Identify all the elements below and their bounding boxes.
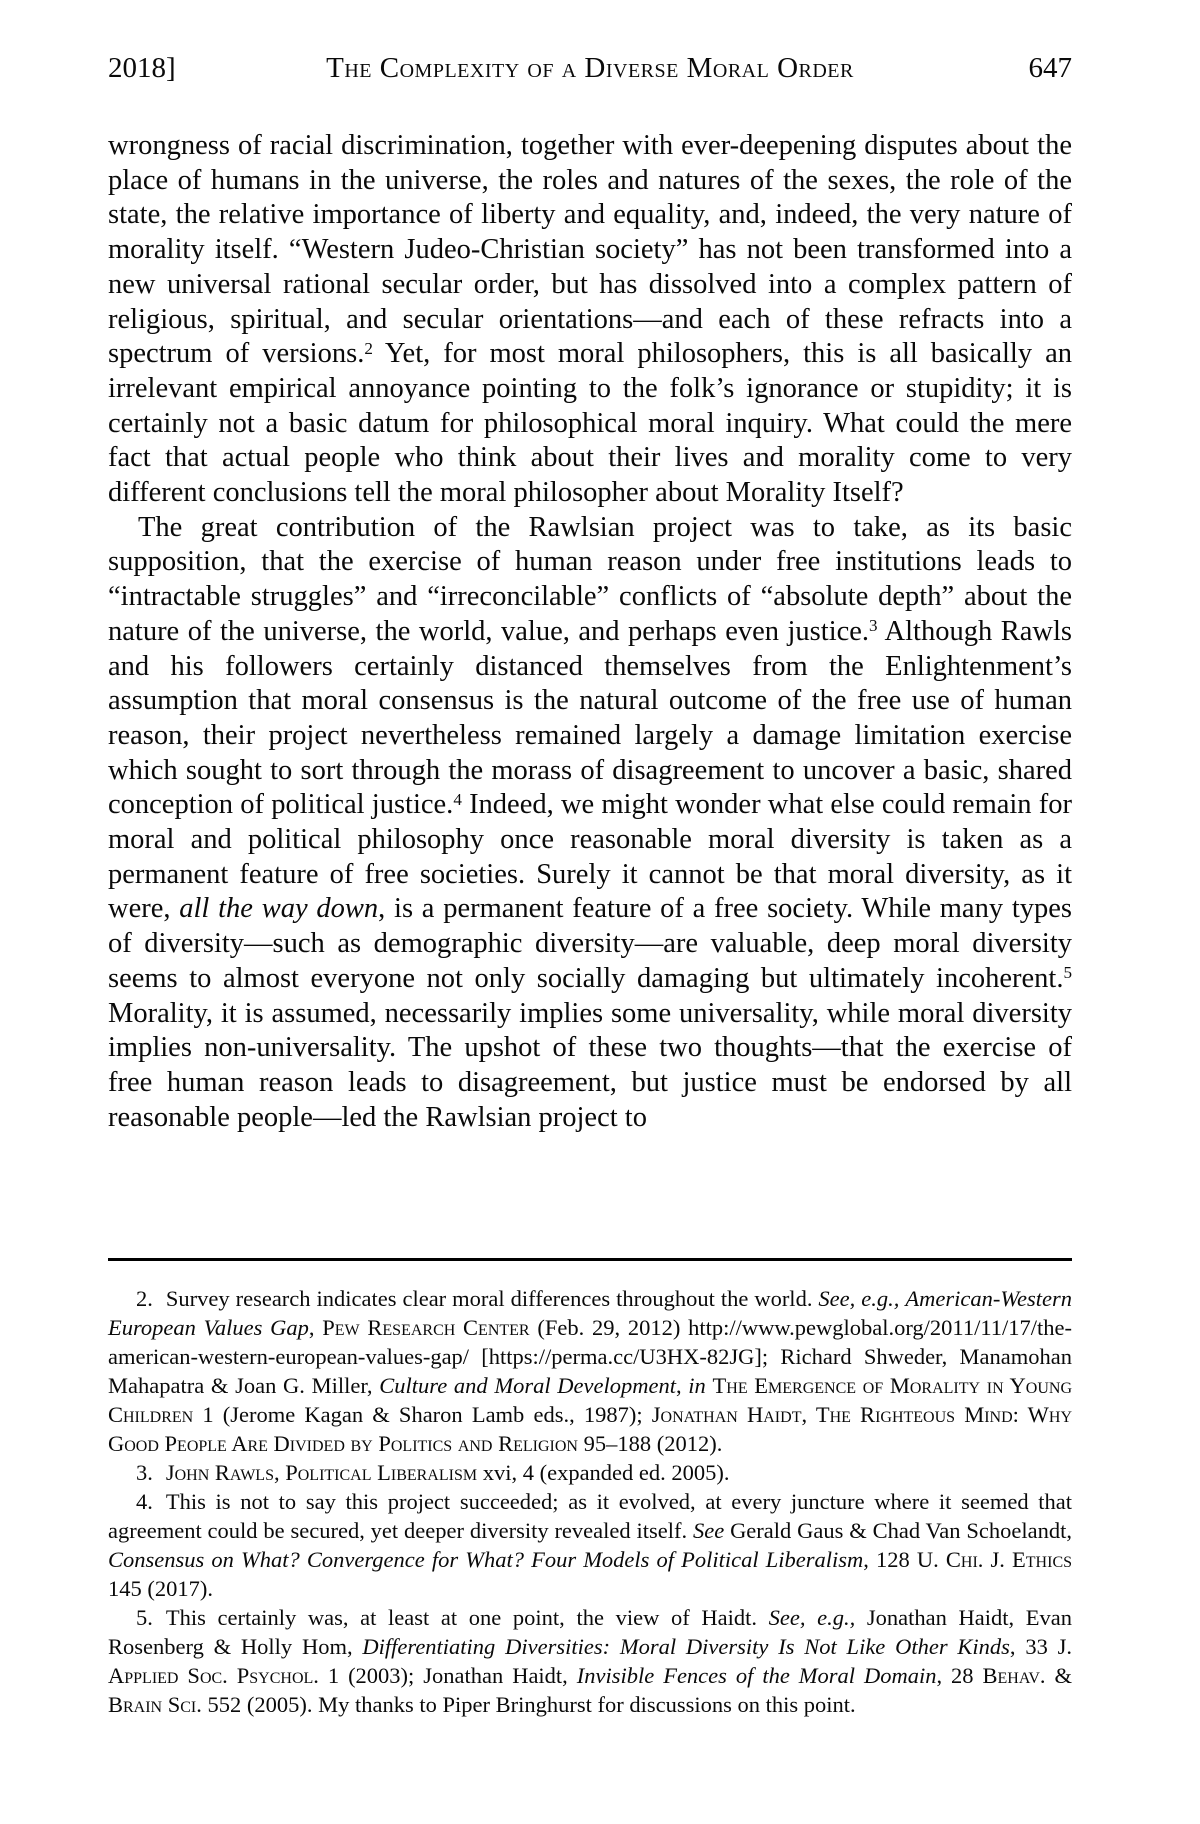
article-body [108,129,1072,1135]
footnote-number: 5. [136,1605,153,1630]
footnote-text: John Rawls, Political Liberalism xvi, 4 (expanded ed. 2005). [165,1460,730,1485]
footnote-text: This is not to say this project succeeded; as it evolved, at every juncture where it seemed that agreement could be secured, yet deeper diversity revealed itself. See Gerald Gaus & Chad Van Schoelandt, Consensus on What? Convergence for What? Four Models of Political Liberalism, 128 U. Chi. J. Ethics 145 (2017). [108,1489,1073,1601]
page-header [108,52,1072,85]
footnote-3 [108,1458,1072,1487]
paragraph-2: The great contribution of the Rawlsian project was to take, as its basic supposition, that the exercise of human reason under free institutions leads to “intractable struggles” and “irreconcilable” conflicts of “absolute depth” about the nature of the universe, the world, value, and perhaps even justice.$^3$ Although Rawls and his followers certainly distanced themselves from the Enlightenment’s assumption that moral consensus is the natural outcome of the free use of human reason, their project nevertheless remained largely a damage limitation exercise which sought to sort through the morass of disagreement to uncover a basic, shared conception of political justice.$^4$ Indeed, we might wonder what else could remain for moral and political philosophy once reasonable moral diversity is taken as a permanent feature of free societies. Surely it cannot be that moral diversity, as it were, all the way down, is a permanent feature of a free society. While many types of diversity—such as demographic diversity—are valuable, deep moral diversity seems to almost everyone not only socially damaging but ultimately incoherent.$^5$ Morality, it is assumed, necessarily implies some universality, while moral diversity implies non-universality. The upshot of these two thoughts—that the exercise of free human reason leads to disagreement, but justice must be endorsed by all reasonable people—led the Rawlsian project to [108,511,1072,1133]
footnote-5 [108,1603,1072,1719]
header-title: The Complexity of a Diverse Moral Order [326,52,854,84]
header-page-number: 647 [1028,52,1072,84]
footnote-number: 3. [136,1460,153,1485]
footnote-4 [108,1487,1072,1603]
footnote-number: 4. [136,1489,153,1514]
footnote-number: 2. [136,1286,153,1311]
paragraph-1: wrongness of racial discrimination, together with ever-deepening disputes about the place of humans in the universe, the roles and natures of the sexes, the role of the state, the relative importance of liberty and equality, and, indeed, the very nature of morality itself. “Western Judeo-Christian society” has not been transformed into a new universal rational secular order, but has dissolved into a complex pattern of religious, spiritual, and secular orientations—and each of these refracts into a spectrum of versions.$^2$ Yet, for most moral philosophers, this is all basically an irrelevant empirical annoyance pointing to the folk’s ignorance or stupidity; it is certainly not a basic datum for philosophical moral inquiry. What could the mere fact that actual people who think about their lives and morality come to very different conclusions tell the moral philosopher about Morality Itself? [108,130,1073,509]
footnote-text: This certainly was, at least at one point, the view of Haidt. See, e.g., Jonathan Haidt, Evan Rosenberg & Holly Hom, Differentiating Diversities: Moral Diversity Is Not Like Other Kinds, 33 J. Applied Soc. Psychol. 1 (2003); Jonathan Haidt, Invisible Fences of the Moral Domain, 28 Behav. & Brain Sci. 552 (2005). My thanks to Piper Bringhurst for discussions on this point. [108,1605,1073,1717]
footnotes-section [108,1258,1072,1719]
footnote-list [108,1261,1072,1719]
footnote-2 [108,1284,1072,1458]
header-year: 2018] [108,52,176,84]
footnote-text: Survey research indicates clear moral differences throughout the world. See, e.g., American-Western European Values Gap, Pew Research Center (Feb. 29, 2012) http://www.pewglobal.org/2011/11/17/the-american-western-european-values-gap/ [https://perma.cc/U3HX-82JG]; Richard Shweder, Manamohan Mahapatra & Joan G. Miller, Culture and Moral Development, in The Emergence of Morality in Young Children 1 (Jerome Kagan & Sharon Lamb eds., 1987); Jonathan Haidt, The Righteous Mind: Why Good People Are Divided by Politics and Religion 95–188 (2012). [108,1286,1073,1456]
